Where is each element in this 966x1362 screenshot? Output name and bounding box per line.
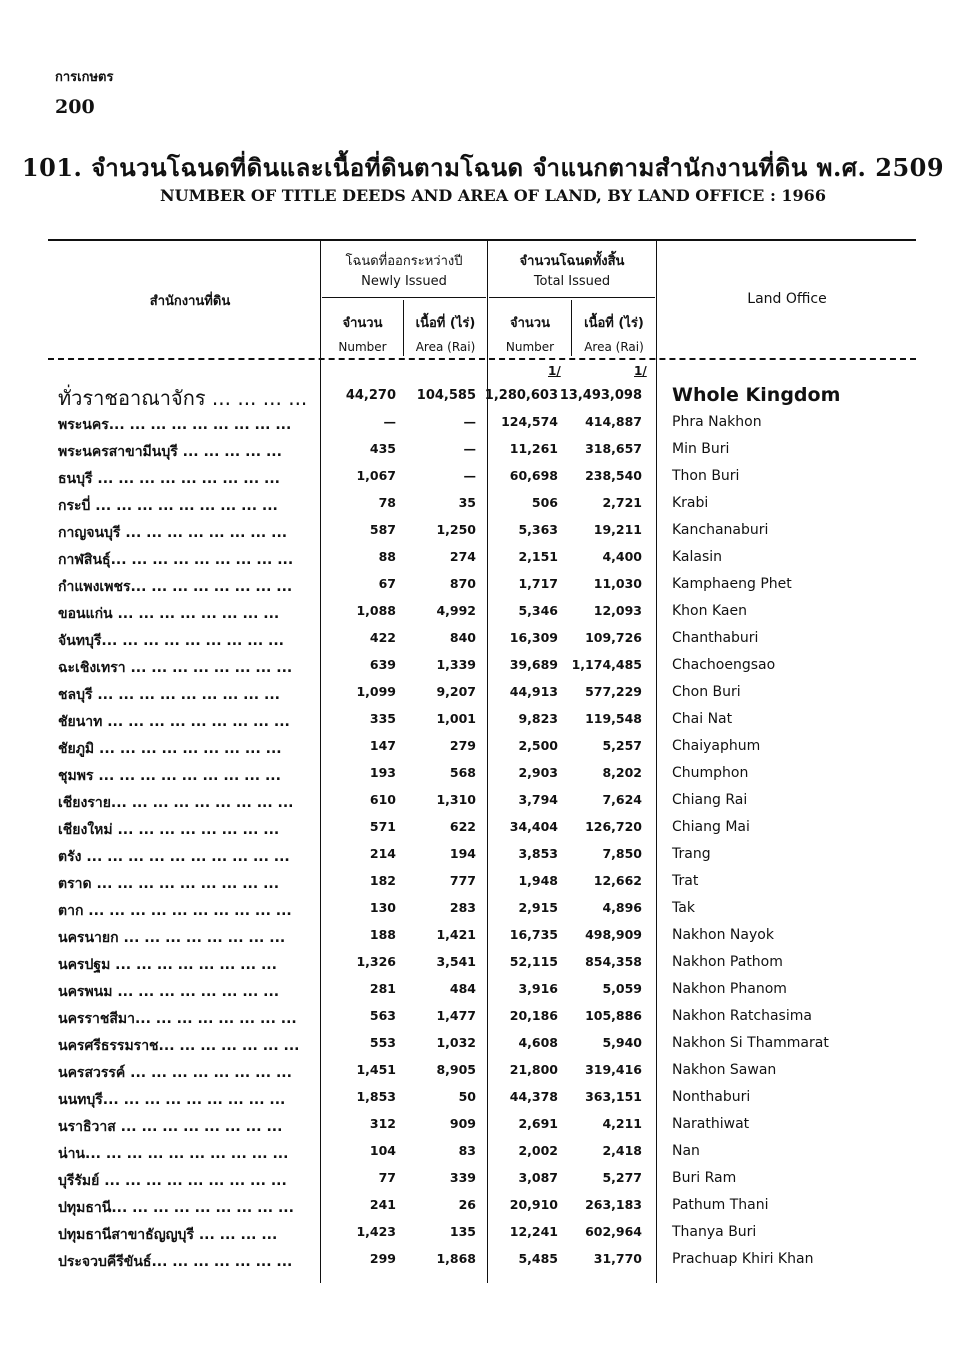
- row-new-number: 299: [369, 1251, 396, 1266]
- row-name-thai: จันทบุรี... ... ... ... ... ... ... ... ...: [58, 633, 284, 649]
- row-new-number: 130: [369, 900, 396, 915]
- row-total-area: 19,211: [593, 522, 642, 537]
- row-total-area: 414,887: [585, 414, 642, 429]
- table-row: [0, 927, 966, 954]
- table-row: [0, 576, 966, 603]
- table-row: [0, 981, 966, 1008]
- row-new-number: 553: [369, 1035, 396, 1050]
- row-new-number: 1,088: [356, 603, 396, 618]
- row-name-thai: พระนคร... ... ... ... ... ... ... ... ...: [58, 417, 292, 433]
- row-new-number: 193: [369, 765, 396, 780]
- row-name-english: Kanchanaburi: [672, 522, 769, 538]
- row-total-area: 602,964: [585, 1224, 642, 1239]
- row-total-area: 4,400: [602, 549, 642, 564]
- row-name-english: Pathum Thani: [672, 1197, 769, 1213]
- section-label: การเกษตร: [55, 70, 114, 85]
- row-name-thai: ขอนแก่น ... ... ... ... ... ... ... ...: [58, 606, 280, 622]
- row-new-area: 870: [449, 576, 476, 591]
- row-total-area: 4,211: [602, 1116, 642, 1131]
- row-name-english: Nonthaburi: [672, 1089, 751, 1105]
- row-new-area: 83: [458, 1143, 476, 1158]
- row-total-area: 7,624: [602, 792, 642, 807]
- row-new-area: —: [463, 414, 476, 429]
- row-total-number: 44,378: [509, 1089, 558, 1104]
- row-name-thai: ชลบุรี ... ... ... ... ... ... ... ... ...: [58, 687, 280, 703]
- row-name-thai: กระบี่ ... ... ... ... ... ... ... ... ...: [58, 498, 278, 514]
- row-new-number: 67: [378, 576, 396, 591]
- row-name-thai: ตรัง ... ... ... ... ... ... ... ... ... ...: [58, 849, 290, 865]
- row-total-number: 21,800: [509, 1062, 558, 1077]
- row-name-thai: นครสวรรค์ ... ... ... ... ... ... ... ...: [58, 1065, 292, 1081]
- table-title-english: NUMBER OF TITLE DEEDS AND AREA OF LAND, BY LAND OFFICE : 1966: [160, 186, 826, 205]
- row-total-area: 12,662: [593, 873, 642, 888]
- row-new-number: 188: [369, 927, 396, 942]
- row-new-area: 26: [458, 1197, 476, 1212]
- row-total-number: 2,691: [518, 1116, 558, 1131]
- row-total-number: 2,002: [518, 1143, 558, 1158]
- row-new-number: 147: [369, 738, 396, 753]
- row-name-english: Chachoengsao: [672, 657, 776, 673]
- row-total-area: 2,721: [602, 495, 642, 510]
- table-row: [0, 711, 966, 738]
- row-total-area: 318,657: [585, 441, 642, 456]
- row-total-number: 1,717: [518, 576, 558, 591]
- table-row: [0, 765, 966, 792]
- table-row: [0, 1143, 966, 1170]
- row-name-english: Narathiwat: [672, 1116, 750, 1132]
- table-row: [0, 846, 966, 873]
- row-total-area: 577,229: [585, 684, 642, 699]
- row-new-area: 568: [449, 765, 476, 780]
- row-new-number: 1,451: [356, 1062, 396, 1077]
- row-name-english: Khon Kaen: [672, 603, 747, 619]
- row-total-number: 2,903: [518, 765, 558, 780]
- row-total-area: 854,358: [585, 954, 642, 969]
- table-row: [0, 495, 966, 522]
- table-row: [0, 414, 966, 441]
- table-row: [0, 630, 966, 657]
- row-name-english: Nakhon Nayok: [672, 927, 774, 943]
- total-new-area: 104,585: [416, 388, 476, 403]
- row-total-number: 506: [531, 495, 558, 510]
- row-name-english: Prachuap Khiri Khan: [672, 1251, 814, 1267]
- row-total-number: 16,735: [509, 927, 558, 942]
- row-name-thai: นครนายก ... ... ... ... ... ... ... ...: [58, 930, 286, 946]
- table-row: [0, 441, 966, 468]
- row-name-thai: เชียงใหม่ ... ... ... ... ... ... ... ...: [58, 822, 280, 838]
- row-name-thai: ตราด ... ... ... ... ... ... ... ... ...: [58, 876, 280, 892]
- row-new-number: 241: [369, 1197, 396, 1212]
- row-name-thai: ชัยภูมิ ... ... ... ... ... ... ... ... ...: [58, 741, 282, 757]
- row-new-number: 312: [369, 1116, 396, 1131]
- table-row: [0, 792, 966, 819]
- row-new-area: 1,032: [436, 1035, 476, 1050]
- header-office-english: Land Office: [747, 291, 827, 307]
- table-row: [0, 468, 966, 495]
- row-total-area: 8,202: [602, 765, 642, 780]
- row-name-english: Nakhon Ratchasima: [672, 1008, 812, 1024]
- row-name-thai: บุรีรัมย์ ... ... ... ... ... ... ... ... ...: [58, 1173, 287, 1189]
- row-total-number: 2,500: [518, 738, 558, 753]
- row-name-thai: นครปฐม ... ... ... ... ... ... ... ...: [58, 957, 277, 973]
- row-name-english: Chai Nat: [672, 711, 733, 727]
- header-newly-thai: โฉนดที่ออกระหว่างปี: [345, 254, 463, 269]
- row-total-area: 5,257: [602, 738, 642, 753]
- row-name-english: Kalasin: [672, 549, 723, 565]
- row-name-english: Nakhon Si Thammarat: [672, 1035, 829, 1051]
- row-new-number: 104: [369, 1143, 396, 1158]
- row-new-area: 4,992: [436, 603, 476, 618]
- row-name-english: Thanya Buri: [672, 1224, 757, 1240]
- row-total-area: 119,548: [585, 711, 642, 726]
- row-name-thai: นครพนม ... ... ... ... ... ... ... ...: [58, 984, 280, 1000]
- row-new-number: 571: [369, 819, 396, 834]
- table-row: [0, 522, 966, 549]
- total-total-number: 1,280,603: [484, 388, 558, 403]
- row-new-area: 1,250: [436, 522, 476, 537]
- row-total-number: 4,608: [518, 1035, 558, 1050]
- table-row: [0, 900, 966, 927]
- row-total-area: 109,726: [585, 630, 642, 645]
- row-new-area: 1,421: [436, 927, 476, 942]
- row-name-english: Chaiyaphum: [672, 738, 761, 754]
- row-new-number: 77: [378, 1170, 396, 1185]
- row-name-thai: กาฬสินธุ์... ... ... ... ... ... ... ... ...: [58, 552, 294, 568]
- table-row: [0, 1170, 966, 1197]
- row-name-english: Krabi: [672, 495, 709, 511]
- row-total-number: 5,485: [518, 1251, 558, 1266]
- row-new-number: 78: [378, 495, 396, 510]
- header-total-thai: จำนวนโฉนดทั้งสิ้น: [519, 254, 625, 269]
- table-row: [0, 1224, 966, 1251]
- row-total-area: 4,896: [602, 900, 642, 915]
- row-name-thai: เชียงราย... ... ... ... ... ... ... ... ...: [58, 795, 294, 811]
- table-row: [0, 1089, 966, 1116]
- row-total-area: 2,418: [602, 1143, 642, 1158]
- row-total-area: 263,183: [585, 1197, 642, 1212]
- row-name-english: Trat: [672, 873, 699, 889]
- header-number-english-total: Number: [505, 340, 555, 354]
- table-row: [0, 738, 966, 765]
- header-area-english-total: Area (Rai): [584, 340, 644, 354]
- row-total-area: 7,850: [602, 846, 642, 861]
- row-new-number: 435: [369, 441, 396, 456]
- row-new-area: 1,868: [436, 1251, 476, 1266]
- row-name-english: Kamphaeng Phet: [672, 576, 792, 592]
- row-total-number: 16,309: [509, 630, 558, 645]
- table-row: [0, 1035, 966, 1062]
- row-name-thai: นครราชสีมา... ... ... ... ... ... ... ...: [58, 1011, 297, 1027]
- table-row: [0, 1116, 966, 1143]
- row-name-thai: ชุมพร ... ... ... ... ... ... ... ... ...: [58, 768, 281, 784]
- row-total-number: 5,346: [518, 603, 558, 618]
- header-area-english-newly: Area (Rai): [415, 340, 476, 354]
- row-total-area: 319,416: [585, 1062, 642, 1077]
- row-total-area: 105,886: [585, 1008, 642, 1023]
- table-row: [0, 954, 966, 981]
- header-number-thai-total: จำนวน: [510, 316, 550, 331]
- row-total-number: 20,910: [509, 1197, 558, 1212]
- table-row: [0, 1251, 966, 1278]
- footnote-mark-number: 1/: [548, 364, 561, 378]
- row-name-english: Buri Ram: [672, 1170, 737, 1186]
- row-total-area: 5,277: [602, 1170, 642, 1185]
- total-name-english: Whole Kingdom: [672, 384, 841, 406]
- row-total-number: 3,087: [518, 1170, 558, 1185]
- row-total-number: 20,186: [509, 1008, 558, 1023]
- row-new-number: —: [383, 414, 396, 429]
- row-name-thai: ชัยนาท ... ... ... ... ... ... ... ... ...: [58, 714, 290, 730]
- table-row: [0, 1062, 966, 1089]
- row-name-english: Trang: [672, 846, 711, 862]
- row-name-english: Chanthaburi: [672, 630, 759, 646]
- row-total-area: 5,940: [602, 1035, 642, 1050]
- header-office-thai: สำนักงานที่ดิน: [149, 294, 231, 309]
- row-total-area: 238,540: [585, 468, 642, 483]
- row-new-number: 422: [369, 630, 396, 645]
- row-name-thai: ปทุมธานี... ... ... ... ... ... ... ... ...: [58, 1200, 294, 1216]
- table-row: [0, 603, 966, 630]
- row-new-number: 1,326: [356, 954, 396, 969]
- row-name-thai: พระนครสาขามีนบุรี ... ... ... ... ...: [58, 444, 282, 460]
- header-area-thai-newly: เนื้อที่ (ไร่): [415, 316, 476, 331]
- row-new-number: 587: [369, 522, 396, 537]
- row-name-thai: ตาก ... ... ... ... ... ... ... ... ... ...: [58, 903, 292, 919]
- row-new-area: 484: [449, 981, 476, 996]
- row-total-area: 126,720: [585, 819, 642, 834]
- row-new-area: 8,905: [436, 1062, 476, 1077]
- total-name-thai: ทั่วราชอาณาจักร ... ... ... ...: [58, 386, 308, 410]
- header-number-english-newly: Number: [338, 340, 387, 354]
- table-top-rule: [48, 239, 916, 241]
- row-total-number: 39,689: [509, 657, 558, 672]
- header-newly-english: Newly Issued: [361, 274, 447, 289]
- row-total-number: 2,915: [518, 900, 558, 915]
- row-total-number: 1,948: [518, 873, 558, 888]
- row-new-number: 88: [378, 549, 396, 564]
- row-total-number: 3,916: [518, 981, 558, 996]
- row-name-thai: นนทบุรี... ... ... ... ... ... ... ... ...: [58, 1092, 286, 1108]
- row-new-area: 35: [458, 495, 476, 510]
- row-total-area: 1,174,485: [571, 657, 642, 672]
- row-total-area: 498,909: [585, 927, 642, 942]
- row-total-area: 11,030: [593, 576, 642, 591]
- row-new-area: 339: [449, 1170, 476, 1185]
- row-name-thai: กำแพงเพชร... ... ... ... ... ... ... ...: [58, 579, 293, 595]
- row-new-area: 1,310: [436, 792, 476, 807]
- row-new-area: 9,207: [436, 684, 476, 699]
- row-name-thai: กาญจนบุรี ... ... ... ... ... ... ... ...: [58, 525, 288, 541]
- row-new-area: 279: [449, 738, 476, 753]
- row-name-english: Chon Buri: [672, 684, 741, 700]
- row-new-number: 335: [369, 711, 396, 726]
- row-name-english: Chiang Mai: [672, 819, 750, 835]
- row-name-english: Nan: [672, 1143, 700, 1159]
- row-name-thai: ปทุมธานีสาขาธัญญบุรี ... ... ... ...: [58, 1227, 278, 1243]
- row-new-number: 563: [369, 1008, 396, 1023]
- group-rule-total: [489, 297, 655, 298]
- header-area-thai-total: เนื้อที่ (ไร่): [584, 316, 644, 331]
- row-total-number: 34,404: [509, 819, 558, 834]
- table-row: [0, 1197, 966, 1224]
- row-name-english: Nakhon Sawan: [672, 1062, 777, 1078]
- row-new-number: 182: [369, 873, 396, 888]
- row-total-number: 2,151: [518, 549, 558, 564]
- row-new-area: 274: [449, 549, 476, 564]
- row-new-number: 610: [369, 792, 396, 807]
- total-new-number: 44,270: [345, 388, 396, 403]
- group-rule-newly: [322, 297, 486, 298]
- row-new-area: 909: [449, 1116, 476, 1131]
- row-name-thai: ธนบุรี ... ... ... ... ... ... ... ... ...: [58, 471, 280, 487]
- row-new-area: 1,477: [436, 1008, 476, 1023]
- row-name-thai: น่าน... ... ... ... ... ... ... ... ... ...: [58, 1146, 289, 1162]
- row-name-thai: นราธิวาส ... ... ... ... ... ... ... ...: [58, 1119, 283, 1135]
- row-new-number: 639: [369, 657, 396, 672]
- row-name-english: Min Buri: [672, 441, 730, 457]
- row-new-number: 1,067: [356, 468, 396, 483]
- table-row: [0, 819, 966, 846]
- table-row-total: [0, 384, 966, 415]
- row-new-area: 50: [458, 1089, 476, 1104]
- row-name-thai: นครศรีธรรมราช... ... ... ... ... ... ...: [58, 1038, 300, 1054]
- row-total-number: 52,115: [509, 954, 558, 969]
- row-total-number: 3,794: [518, 792, 558, 807]
- footnote-mark-area: 1/: [634, 364, 647, 378]
- row-total-number: 5,363: [518, 522, 558, 537]
- row-total-number: 9,823: [518, 711, 558, 726]
- row-name-english: Chumphon: [672, 765, 749, 781]
- row-name-english: Nakhon Phanom: [672, 981, 787, 997]
- table-title-thai: 101. จำนวนโฉนดที่ดินและเนื้อที่ดินตามโฉนด จำแนกตามสำนักงานที่ดิน พ.ศ. 2509: [21, 153, 945, 182]
- table-row: [0, 657, 966, 684]
- header-number-thai-newly: จำนวน: [342, 316, 383, 331]
- row-name-english: Tak: [672, 900, 695, 916]
- row-name-english: Thon Buri: [672, 468, 740, 484]
- row-name-english: Phra Nakhon: [672, 414, 762, 430]
- row-name-english: Nakhon Pathom: [672, 954, 783, 970]
- row-total-area: 12,093: [593, 603, 642, 618]
- table-row: [0, 549, 966, 576]
- row-total-area: 31,770: [593, 1251, 642, 1266]
- table-row: [0, 684, 966, 711]
- row-new-area: 622: [449, 819, 476, 834]
- row-new-area: 135: [449, 1224, 476, 1239]
- row-total-number: 124,574: [501, 414, 558, 429]
- row-total-number: 60,698: [509, 468, 558, 483]
- row-new-area: —: [463, 468, 476, 483]
- row-new-number: 1,423: [356, 1224, 396, 1239]
- row-name-english: Chiang Rai: [672, 792, 748, 808]
- row-new-area: 1,339: [436, 657, 476, 672]
- row-total-number: 3,853: [518, 846, 558, 861]
- row-new-area: 777: [449, 873, 476, 888]
- row-total-area: 5,059: [602, 981, 642, 996]
- total-total-area: 13,493,098: [559, 388, 642, 403]
- row-new-area: 283: [449, 900, 476, 915]
- row-name-thai: ฉะเชิงเทรา ... ... ... ... ... ... ... ...: [58, 660, 293, 676]
- row-new-area: 1,001: [436, 711, 476, 726]
- table-row: [0, 873, 966, 900]
- header-total-english: Total Issued: [533, 274, 611, 289]
- table-row: [0, 1008, 966, 1035]
- row-new-number: 281: [369, 981, 396, 996]
- row-new-area: 840: [449, 630, 476, 645]
- row-new-number: 1,853: [356, 1089, 396, 1104]
- row-total-area: 363,151: [585, 1089, 642, 1104]
- page-number: 200: [55, 96, 95, 118]
- row-total-number: 44,913: [509, 684, 558, 699]
- header-bottom-rule: [48, 358, 916, 360]
- row-total-number: 11,261: [509, 441, 558, 456]
- row-new-number: 214: [369, 846, 396, 861]
- row-name-thai: ประจวบคีรีขันธ์... ... ... ... ... ... ...: [58, 1254, 293, 1270]
- row-total-number: 12,241: [509, 1224, 558, 1239]
- row-new-number: 1,099: [356, 684, 396, 699]
- row-new-area: —: [463, 441, 476, 456]
- row-new-area: 194: [449, 846, 476, 861]
- row-new-area: 3,541: [436, 954, 476, 969]
